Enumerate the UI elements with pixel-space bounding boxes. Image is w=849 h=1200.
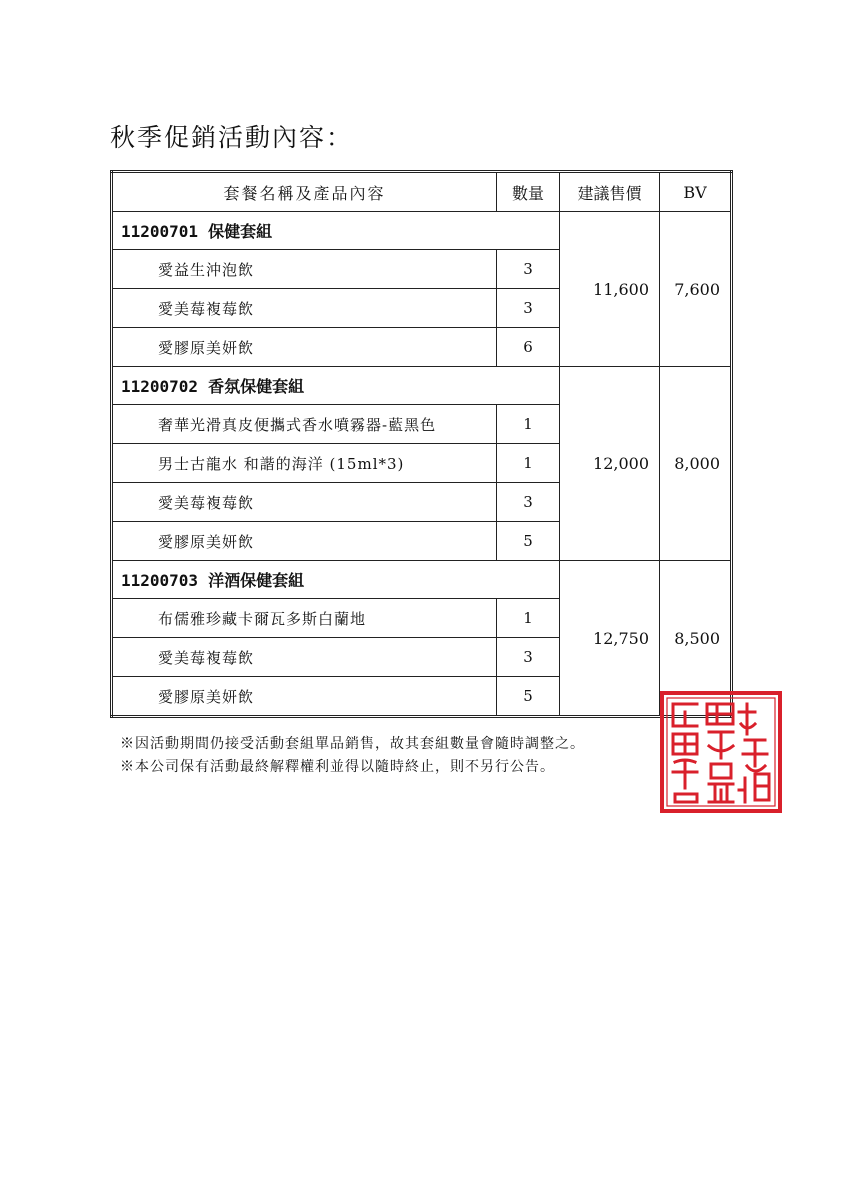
item-qty: 1 xyxy=(497,405,560,444)
header-name: 套餐名稱及產品內容 xyxy=(112,172,497,212)
package-group xyxy=(112,561,732,717)
package-bv: 7,600 xyxy=(660,212,732,367)
item-qty: 1 xyxy=(497,444,560,483)
item-name: 男士古龍水 和諧的海洋 (15ml*3) xyxy=(112,444,497,483)
item-qty: 3 xyxy=(497,483,560,522)
item-qty: 3 xyxy=(497,638,560,677)
package-title-row xyxy=(112,367,732,405)
package-bv: 8,500 xyxy=(660,561,732,717)
package-title xyxy=(112,367,560,405)
promotion-table xyxy=(110,170,733,718)
header-price: 建議售價 xyxy=(560,172,660,212)
package-price: 12,000 xyxy=(560,367,660,561)
company-seal-stamp xyxy=(659,690,783,814)
item-name: 愛美莓複莓飲 xyxy=(112,638,497,677)
item-name: 布儒雅珍藏卡爾瓦多斯白蘭地 xyxy=(112,599,497,638)
item-name: 愛美莓複莓飲 xyxy=(112,289,497,328)
package-price: 11,600 xyxy=(560,212,660,367)
item-qty: 1 xyxy=(497,599,560,638)
footnote: ※本公司保有活動最終解釋權利並得以隨時終止，則不另行公告。 xyxy=(120,759,555,775)
item-qty: 5 xyxy=(497,522,560,561)
package-group xyxy=(112,367,732,561)
package-title-row xyxy=(112,561,732,599)
item-qty: 3 xyxy=(497,250,560,289)
package-title xyxy=(112,561,560,599)
item-name: 奢華光滑真皮便攜式香水噴霧器-藍黑色 xyxy=(112,405,497,444)
package-group xyxy=(112,212,732,367)
header-bv: BV xyxy=(660,172,732,212)
item-name: 愛膠原美妍飲 xyxy=(112,677,497,717)
package-title-row xyxy=(112,212,732,250)
package-code: 11200701 xyxy=(121,222,199,241)
item-name: 愛膠原美妍飲 xyxy=(112,328,497,367)
item-name: 愛膠原美妍飲 xyxy=(112,522,497,561)
item-name: 愛美莓複莓飲 xyxy=(112,483,497,522)
package-code: 11200703 xyxy=(121,571,199,590)
page-title: 秋季促銷活動內容： xyxy=(110,123,354,152)
package-name: 洋酒保健套組 xyxy=(208,571,305,590)
package-name: 香氛保健套組 xyxy=(208,377,305,396)
item-name: 愛益生沖泡飲 xyxy=(112,250,497,289)
item-qty: 3 xyxy=(497,289,560,328)
package-code: 11200702 xyxy=(121,377,199,396)
package-name: 保健套組 xyxy=(208,222,273,241)
footnote: ※因活動期間仍接受活動套組單品銷售，故其套組數量會隨時調整之。 xyxy=(120,736,585,752)
item-qty: 6 xyxy=(497,328,560,367)
seal-strokes xyxy=(662,693,780,811)
package-title xyxy=(112,212,560,250)
header-qty: 數量 xyxy=(497,172,560,212)
table-header-row xyxy=(112,172,732,212)
package-price: 12,750 xyxy=(560,561,660,717)
item-qty: 5 xyxy=(497,677,560,717)
package-bv: 8,000 xyxy=(660,367,732,561)
footnotes xyxy=(120,733,585,779)
